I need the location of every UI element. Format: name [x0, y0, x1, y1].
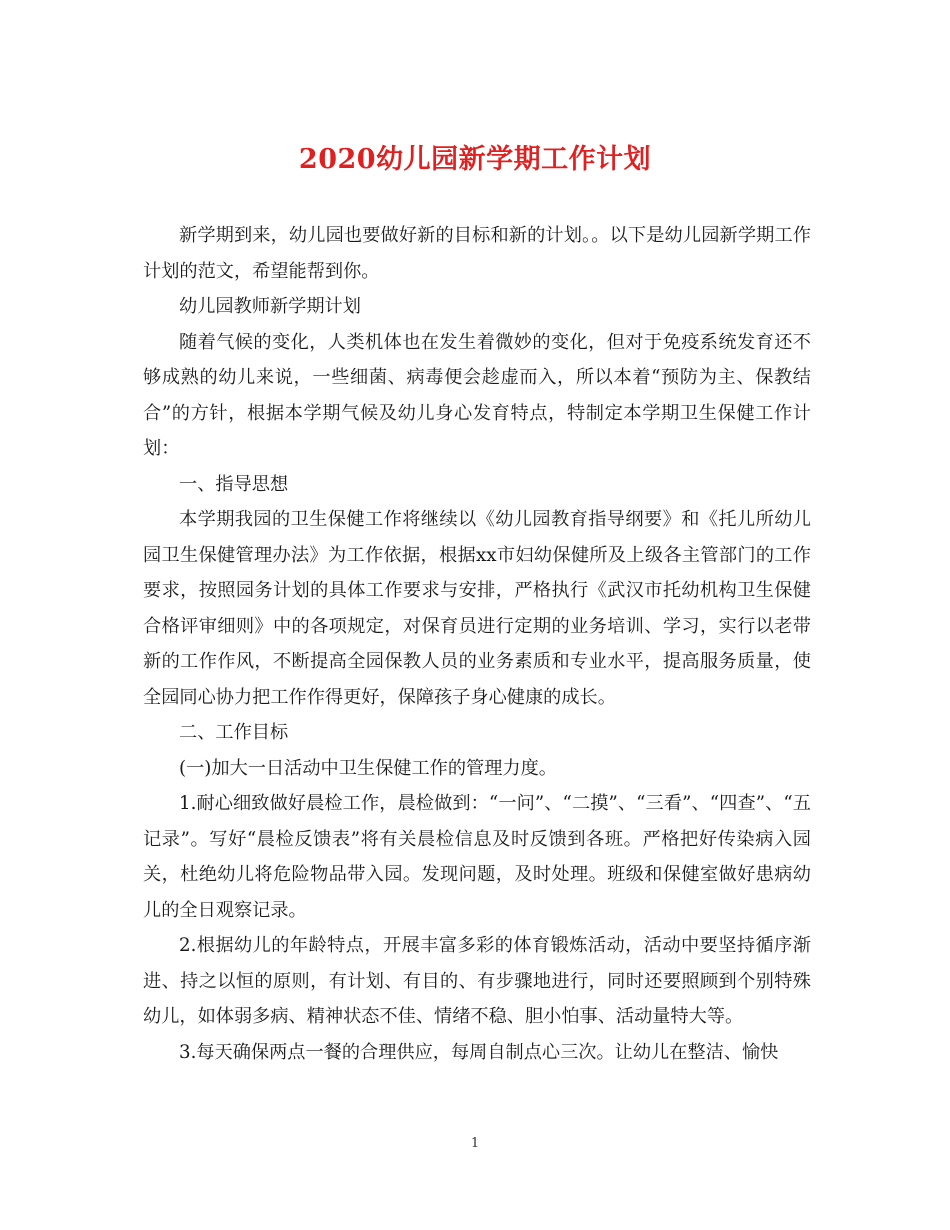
section-heading: 一、指导思想	[179, 473, 289, 495]
body-paragraph: 本学期我园的卫生保健工作将继续以《幼儿园教育指导纲要》和《托儿所幼儿园卫生保健管理办法》为工作依据，根据xx市妇幼保健所及上级各主管部门的工作要求，按照园务计划的具体工作要求与安排，严格执行《武汉市托幼机构卫生保健合格评审细则》中的各项规定，对保育员进行定期的业务培训、学习，实行以老带新的工作作风，不断提高全园保教人员的业务素质和专业水平，提高服务质量，使全园同心协力把工作作得更好，保障孩子身心健康的成长。	[143, 509, 811, 708]
document-body	[143, 218, 811, 1070]
document-title: 2020幼儿园新学期工作计划	[298, 144, 652, 175]
page-number: 1	[470, 1136, 480, 1151]
list-item: 2.根据幼儿的年龄特点，开展丰富多彩的体育锻炼活动，活动中要坚持循序渐进、持之以恒的原则，有计划、有目的、有步骤地进行，同时还要照顾到个别特殊幼儿，如体弱多病、精神状态不佳、情绪不稳、胆小怕事、活动量特大等。	[143, 935, 811, 1027]
section-heading: 二、工作目标	[179, 722, 289, 743]
section-heading: 幼儿园教师新学期计划	[179, 296, 361, 317]
list-item: 1.耐心细致做好晨检工作，晨检做到：“一问”、“二摸”、“三看”、“四查”、“五记录”。写好“晨检反馈表”将有关晨检信息及时反馈到各班。严格把好传染病入园关，杜绝幼儿将危险物品带入园。发现问题，及时处理。班级和保健室做好患病幼儿的全日观察记录。	[143, 793, 811, 921]
intro-paragraph: 新学期到来，幼儿园也要做好新的目标和新的计划。。以下是幼儿园新学期工作计划的范文，希望能帮到你。	[143, 225, 811, 282]
body-paragraph: 随着气候的变化，人类机体也在发生着微妙的变化，但对于免疫系统发育还不够成熟的幼儿来说，一些细菌、病毒便会趁虚而入，所以本着“预防为主、保教结合”的方针，根据本学期气候及幼儿身心发育特点，特制定本学期卫生保健工作计划：	[143, 331, 811, 459]
subsection-heading: (一)加大一日活动中卫生保健工作的管理力度。	[179, 757, 557, 779]
list-item: 3.每天确保两点一餐的合理供应，每周自制点心三次。让幼儿在整洁、愉快	[179, 1041, 779, 1063]
